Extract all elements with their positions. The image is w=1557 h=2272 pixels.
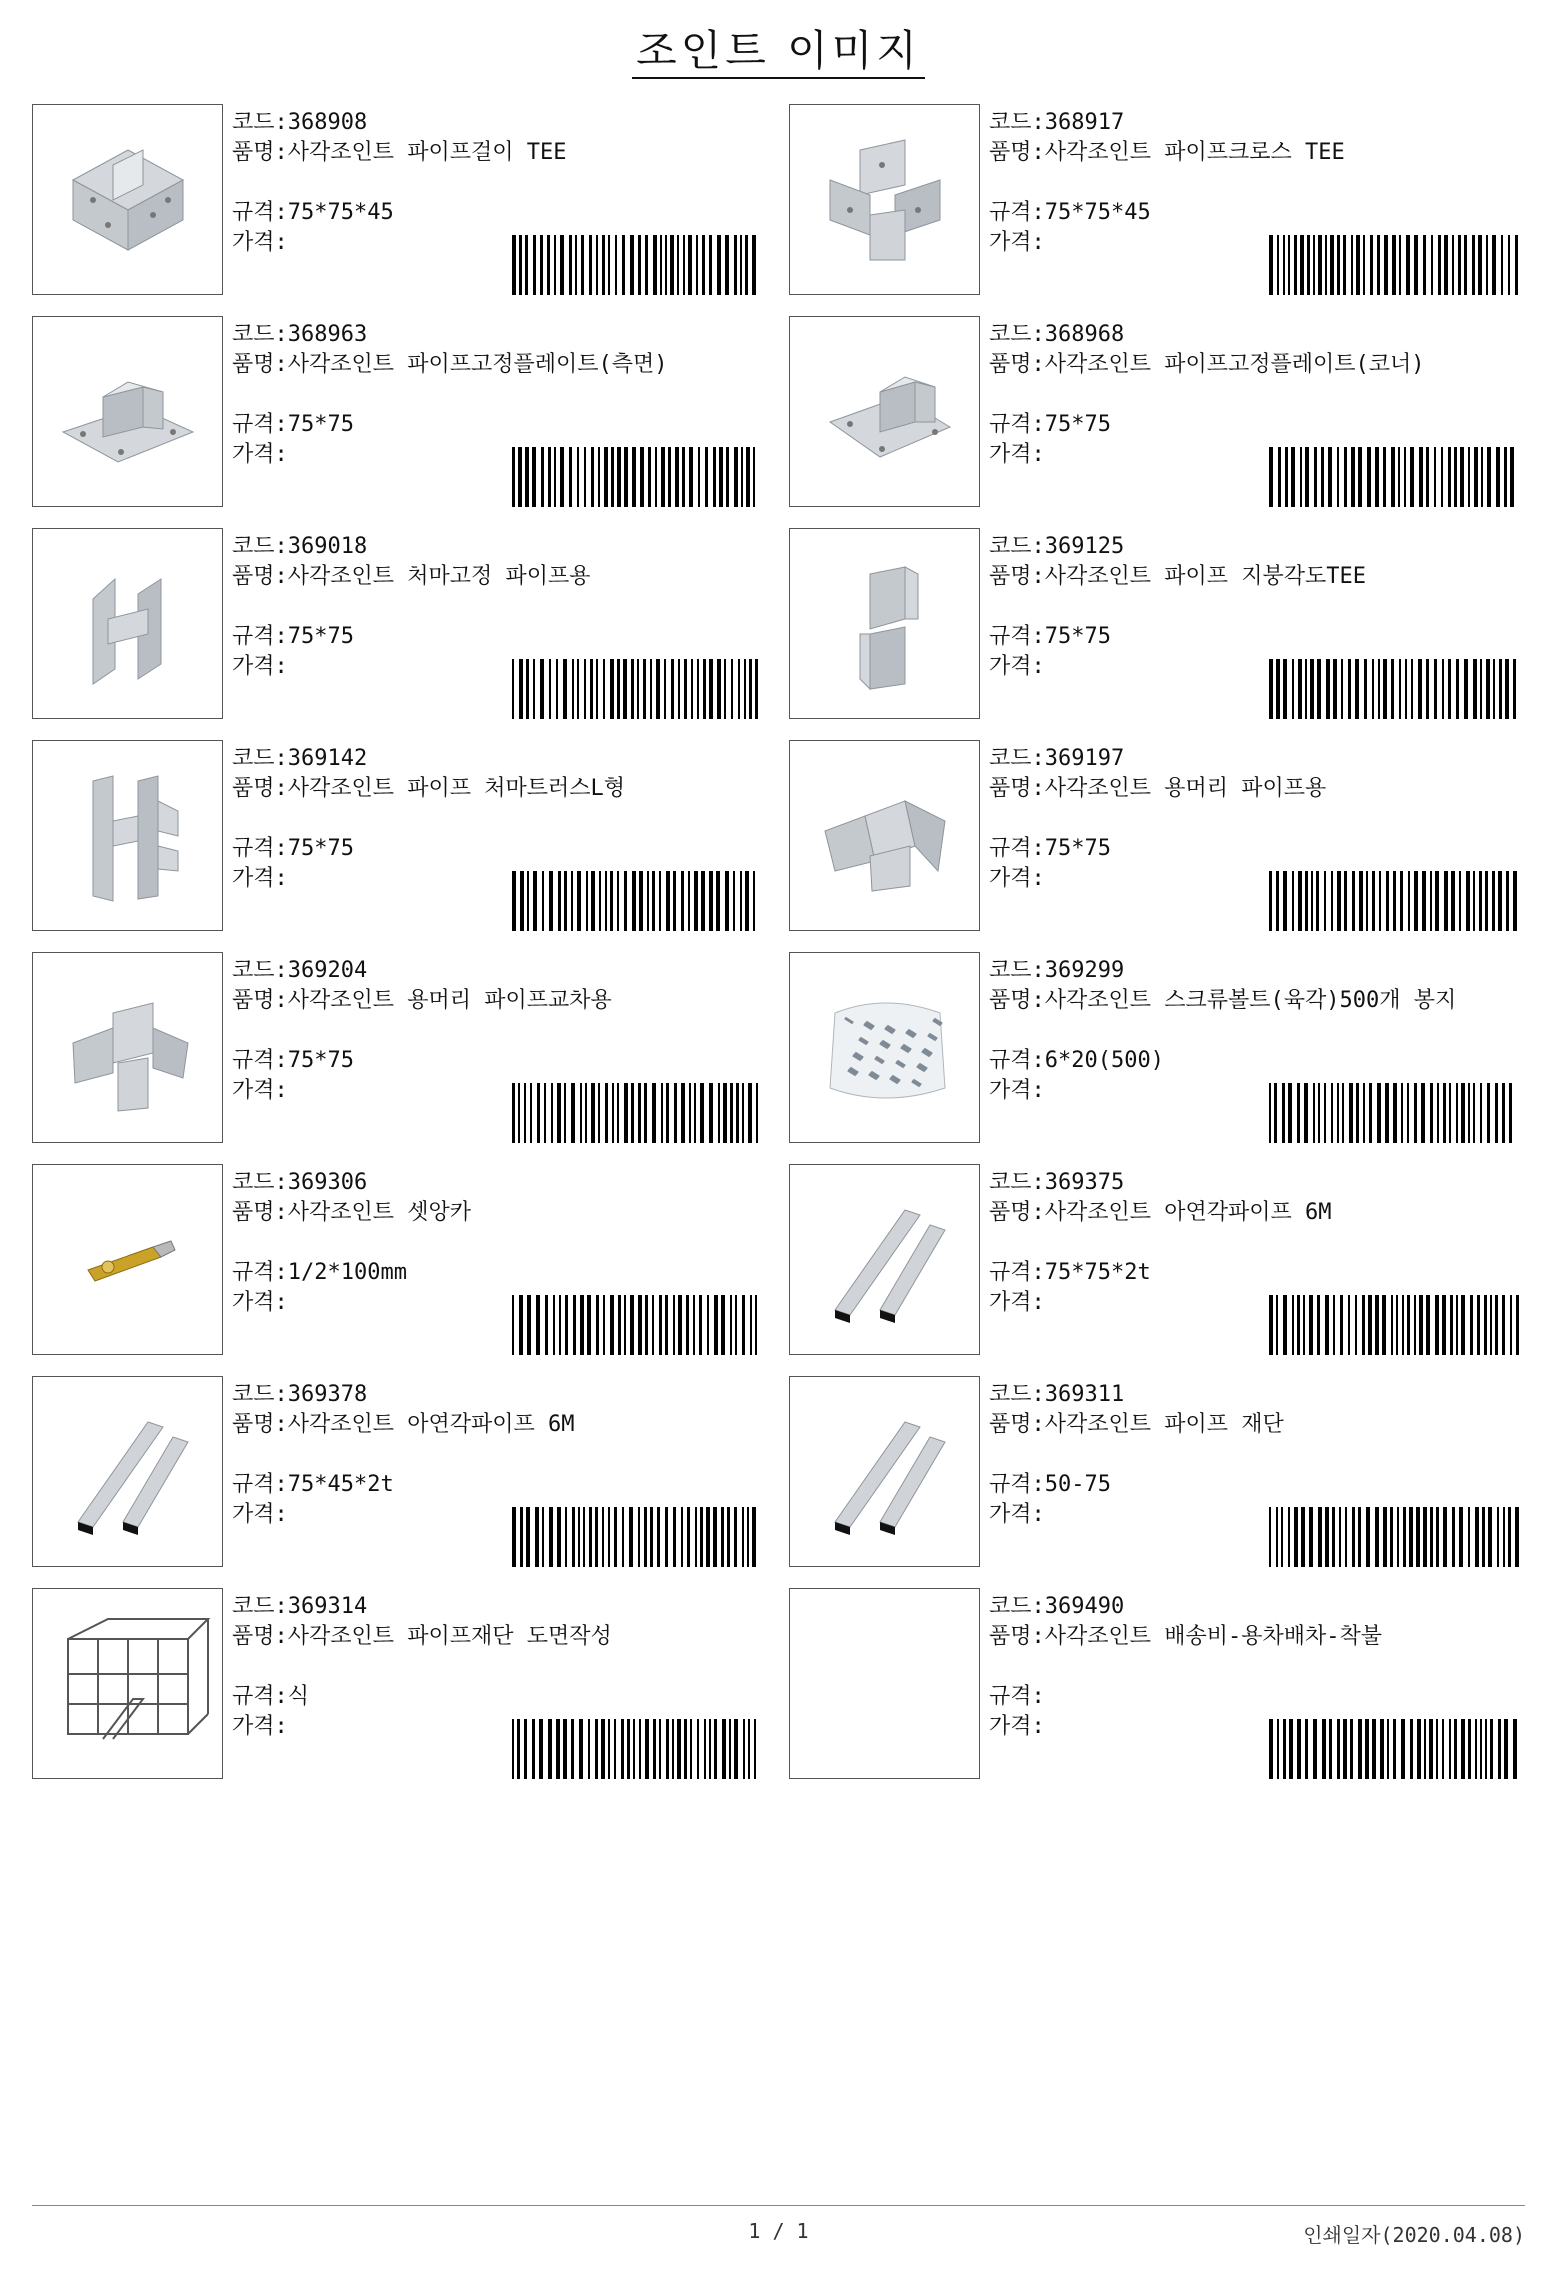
spec-value: 75*75*45: [1044, 200, 1151, 225]
name-value: 사각조인트 파이프재단 도면작성: [287, 1624, 612, 1649]
product-card: [32, 316, 762, 507]
code-label: 코드:: [989, 322, 1045, 347]
name-label: 품명:: [989, 1200, 1045, 1225]
code-row: [232, 532, 762, 562]
spacer: [232, 1016, 762, 1046]
spec-label: 규격:: [232, 624, 288, 649]
spec-value: 식: [287, 1684, 310, 1709]
name-row: [232, 1622, 762, 1652]
name-label: 품명:: [989, 352, 1045, 377]
barcode: [512, 447, 762, 507]
page-title: 조인트 이미지: [0, 18, 1557, 78]
code-row: [232, 1380, 762, 1410]
page-number: 1 / 1: [748, 2219, 809, 2243]
angle-bracket-icon: [810, 549, 960, 699]
spec-label: 규격:: [989, 1684, 1045, 1709]
product-image: [789, 528, 980, 719]
code-value: 369299: [1044, 958, 1125, 983]
name-row: [232, 350, 762, 380]
name-label: 품명:: [232, 564, 288, 589]
spacer: [232, 168, 762, 198]
code-label: 코드:: [232, 322, 288, 347]
barcode: [512, 1507, 762, 1567]
spec-label: 규격:: [989, 200, 1045, 225]
spec-label: 규격:: [232, 1472, 288, 1497]
spacer: [989, 592, 1519, 622]
spacer: [232, 1440, 762, 1470]
price-label: 가격:: [989, 230, 1045, 255]
product-card: [32, 104, 762, 295]
code-row: [989, 320, 1519, 350]
product-image: [789, 1376, 980, 1567]
price-label: 가격:: [989, 1714, 1045, 1739]
code-value: 368968: [1044, 322, 1125, 347]
spec-row: [232, 410, 762, 440]
product-card: [789, 528, 1519, 719]
code-row: [989, 1592, 1519, 1622]
square-pipe-icon: [53, 1397, 203, 1547]
code-label: 코드:: [989, 1170, 1045, 1195]
price-label: 가격:: [989, 654, 1045, 679]
spec-row: [989, 622, 1519, 652]
l-truss-bracket-icon: [53, 761, 203, 911]
name-label: 품명:: [989, 1624, 1045, 1649]
code-value: 368908: [287, 110, 368, 135]
spec-value: 75*75: [1044, 624, 1111, 649]
name-label: 품명:: [989, 564, 1045, 589]
spacer: [989, 804, 1519, 834]
price-label: 가격:: [989, 1078, 1045, 1103]
code-value: 369204: [287, 958, 368, 983]
spec-value: 75*75*2t: [1044, 1260, 1151, 1285]
price-label: 가격:: [989, 866, 1045, 891]
product-image: [32, 740, 223, 931]
code-value: 369018: [287, 534, 368, 559]
spacer: [232, 1652, 762, 1682]
product-image: [32, 528, 223, 719]
spacer: [232, 380, 762, 410]
spacer: [989, 1652, 1519, 1682]
product-card: [32, 1588, 762, 1779]
spec-row: [232, 1470, 762, 1500]
name-value: 사각조인트 배송비-용차배차-착불: [1044, 1624, 1383, 1649]
barcode: [512, 1719, 762, 1779]
spacer: [989, 1440, 1519, 1470]
name-row: [989, 350, 1519, 380]
spec-label: 규격:: [989, 1048, 1045, 1073]
product-image: [789, 740, 980, 931]
code-row: [232, 108, 762, 138]
price-label: 가격:: [989, 442, 1045, 467]
code-row: [232, 1592, 762, 1622]
spacer: [989, 1016, 1519, 1046]
name-label: 품명:: [989, 988, 1045, 1013]
price-label: 가격:: [232, 230, 288, 255]
product-card: [32, 528, 762, 719]
code-value: 368917: [1044, 110, 1125, 135]
product-image: [789, 104, 980, 295]
spec-row: [989, 1046, 1519, 1076]
spec-label: 규격:: [232, 412, 288, 437]
spec-label: 규격:: [232, 1048, 288, 1073]
price-label: 가격:: [989, 1290, 1045, 1315]
code-label: 코드:: [232, 1594, 288, 1619]
name-label: 품명:: [232, 1624, 288, 1649]
product-image: [32, 104, 223, 295]
barcode: [512, 1083, 762, 1143]
name-value: 사각조인트 용머리 파이프용: [1044, 776, 1327, 801]
spec-row: [232, 1046, 762, 1076]
name-value: 사각조인트 스크류볼트(육각)500개 봉지: [1044, 988, 1457, 1013]
price-label: 가격:: [232, 442, 288, 467]
product-card: [789, 1376, 1519, 1567]
spec-value: 75*75*45: [287, 200, 394, 225]
spec-value: 75*75: [1044, 412, 1111, 437]
name-label: 품명:: [989, 140, 1045, 165]
price-label: 가격:: [232, 1502, 288, 1527]
barcode: [512, 1295, 762, 1355]
name-row: [232, 138, 762, 168]
barcode: [1269, 235, 1519, 295]
screw-bag-icon: [805, 968, 965, 1128]
name-row: [989, 1198, 1519, 1228]
name-value: 사각조인트 파이프크로스 TEE: [1044, 140, 1345, 165]
code-label: 코드:: [989, 1382, 1045, 1407]
code-label: 코드:: [989, 534, 1045, 559]
code-row: [989, 532, 1519, 562]
code-row: [989, 956, 1519, 986]
spec-row: [989, 1470, 1519, 1500]
code-value: 369311: [1044, 1382, 1125, 1407]
name-value: 사각조인트 아연각파이프 6M: [287, 1412, 575, 1437]
product-card: [789, 1588, 1519, 1779]
code-row: [232, 1168, 762, 1198]
product-image: [789, 316, 980, 507]
code-row: [989, 744, 1519, 774]
spacer: [232, 592, 762, 622]
product-grid: [32, 104, 1519, 1779]
footer-divider: [32, 2205, 1525, 2206]
name-value: 사각조인트 처마고정 파이프용: [287, 564, 591, 589]
product-card: [32, 740, 762, 931]
spec-label: 규격:: [232, 200, 288, 225]
barcode: [512, 659, 762, 719]
spec-value: 75*45*2t: [287, 1472, 394, 1497]
spec-value: 6*20(500): [1044, 1048, 1164, 1073]
spec-value: 75*75: [1044, 836, 1111, 861]
name-label: 품명:: [989, 1412, 1045, 1437]
product-card: [32, 952, 762, 1143]
code-row: [989, 108, 1519, 138]
code-label: 코드:: [232, 958, 288, 983]
name-row: [989, 986, 1519, 1016]
code-label: 코드:: [232, 1382, 288, 1407]
product-image: [789, 1588, 980, 1779]
name-row: [232, 1198, 762, 1228]
base-plate-corner-icon: [810, 337, 960, 487]
spec-label: 규격:: [989, 1260, 1045, 1285]
code-label: 코드:: [232, 110, 288, 135]
code-label: 코드:: [232, 1170, 288, 1195]
print-date: 인쇄일자(2020.04.08): [1303, 2223, 1525, 2247]
name-label: 품명:: [232, 1200, 288, 1225]
product-card: [789, 952, 1519, 1143]
product-image: [32, 1164, 223, 1355]
spacer: [989, 380, 1519, 410]
barcode: [1269, 871, 1519, 931]
spec-row: [989, 834, 1519, 864]
h-bracket-icon: [53, 549, 203, 699]
code-value: 368963: [287, 322, 368, 347]
name-row: [989, 1622, 1519, 1652]
code-row: [989, 1380, 1519, 1410]
price-label: 가격:: [232, 654, 288, 679]
square-pipe-icon: [810, 1397, 960, 1547]
name-row: [989, 562, 1519, 592]
anchor-bolt-icon: [53, 1185, 203, 1335]
ridge-cross-bracket-icon: [53, 973, 203, 1123]
code-row: [232, 956, 762, 986]
spec-row: [989, 198, 1519, 228]
spec-label: 규격:: [989, 624, 1045, 649]
price-label: 가격:: [232, 1714, 288, 1739]
name-value: 사각조인트 파이프 지붕각도TEE: [1044, 564, 1367, 589]
code-label: 코드:: [989, 110, 1045, 135]
code-label: 코드:: [232, 746, 288, 771]
spacer: [232, 804, 762, 834]
name-value: 사각조인트 셋앙카: [287, 1200, 472, 1225]
code-value: 369197: [1044, 746, 1125, 771]
name-label: 품명:: [232, 776, 288, 801]
barcode: [1269, 447, 1519, 507]
spec-value: 1/2*100mm: [287, 1260, 407, 1285]
code-value: 369314: [287, 1594, 368, 1619]
name-value: 사각조인트 아연각파이프 6M: [1044, 1200, 1332, 1225]
code-label: 코드:: [989, 1594, 1045, 1619]
product-image: [32, 1588, 223, 1779]
spec-value: 75*75: [287, 836, 354, 861]
product-card: [789, 316, 1519, 507]
product-card: [32, 1164, 762, 1355]
name-row: [989, 774, 1519, 804]
name-value: 사각조인트 파이프고정플레이트(코너): [1044, 352, 1425, 377]
product-card: [32, 1376, 762, 1567]
spec-label: 규격:: [232, 836, 288, 861]
name-row: [989, 1410, 1519, 1440]
barcode: [1269, 1295, 1519, 1355]
price-label: 가격:: [232, 1078, 288, 1103]
ridge-bracket-icon: [810, 761, 960, 911]
name-row: [232, 1410, 762, 1440]
spec-row: [989, 410, 1519, 440]
code-value: 369125: [1044, 534, 1125, 559]
name-value: 사각조인트 파이프걸이 TEE: [287, 140, 567, 165]
name-label: 품명:: [989, 776, 1045, 801]
price-label: 가격:: [232, 866, 288, 891]
spec-row: [232, 1258, 762, 1288]
code-label: 코드:: [232, 534, 288, 559]
spec-label: 규격:: [989, 1472, 1045, 1497]
spec-row: [232, 198, 762, 228]
spec-value: 75*75: [287, 1048, 354, 1073]
spec-row: [232, 622, 762, 652]
spec-label: 규격:: [232, 1260, 288, 1285]
spacer: [989, 1228, 1519, 1258]
bracket-cross-icon: [810, 125, 960, 275]
code-label: 코드:: [989, 746, 1045, 771]
code-row: [232, 744, 762, 774]
spacer: [232, 1228, 762, 1258]
code-label: 코드:: [989, 958, 1045, 983]
spec-value: [1045, 1682, 1519, 1712]
spec-value: 75*75: [287, 412, 354, 437]
product-image: [789, 952, 980, 1143]
code-value: 369375: [1044, 1170, 1125, 1195]
spec-value: 50-75: [1044, 1472, 1111, 1497]
product-card: [789, 104, 1519, 295]
spec-label: 규격:: [989, 412, 1045, 437]
name-value: 사각조인트 용머리 파이프교차용: [287, 988, 612, 1013]
spec-row: [232, 1682, 762, 1712]
product-card: [789, 740, 1519, 931]
spec-row: [989, 1258, 1519, 1288]
bracket-tee-icon: [53, 125, 203, 275]
code-value: 369378: [287, 1382, 368, 1407]
spacer: [989, 168, 1519, 198]
product-image: [32, 1376, 223, 1567]
name-label: 품명:: [232, 1412, 288, 1437]
spec-label: 규격:: [232, 1684, 288, 1709]
code-value: 369142: [287, 746, 368, 771]
name-label: 품명:: [232, 140, 288, 165]
name-row: [232, 774, 762, 804]
spec-value: 75*75: [287, 624, 354, 649]
name-row: [232, 986, 762, 1016]
product-card: [789, 1164, 1519, 1355]
name-row: [232, 562, 762, 592]
barcode: [1269, 1719, 1519, 1779]
name-row: [989, 138, 1519, 168]
square-pipe-icon: [810, 1185, 960, 1335]
code-value: 369306: [287, 1170, 368, 1195]
price-label: 가격:: [232, 1290, 288, 1315]
name-value: 사각조인트 파이프 재단: [1044, 1412, 1284, 1437]
spec-label: 규격:: [989, 836, 1045, 861]
barcode: [1269, 659, 1519, 719]
product-image: [789, 1164, 980, 1355]
name-value: 사각조인트 파이프 처마트러스L형: [287, 776, 626, 801]
price-label: 가격:: [989, 1502, 1045, 1527]
spec-row: [989, 1682, 1519, 1712]
frame-structure-icon: [43, 1599, 213, 1769]
name-value: 사각조인트 파이프고정플레이트(측면): [287, 352, 668, 377]
code-row: [232, 320, 762, 350]
name-label: 품명:: [232, 988, 288, 1013]
spec-row: [232, 834, 762, 864]
product-image: [32, 952, 223, 1143]
barcode: [1269, 1507, 1519, 1567]
barcode: [1269, 1083, 1519, 1143]
code-value: 369490: [1044, 1594, 1125, 1619]
code-row: [989, 1168, 1519, 1198]
barcode: [512, 871, 762, 931]
base-plate-icon: [53, 337, 203, 487]
name-label: 품명:: [232, 352, 288, 377]
product-image: [32, 316, 223, 507]
barcode: [512, 235, 762, 295]
